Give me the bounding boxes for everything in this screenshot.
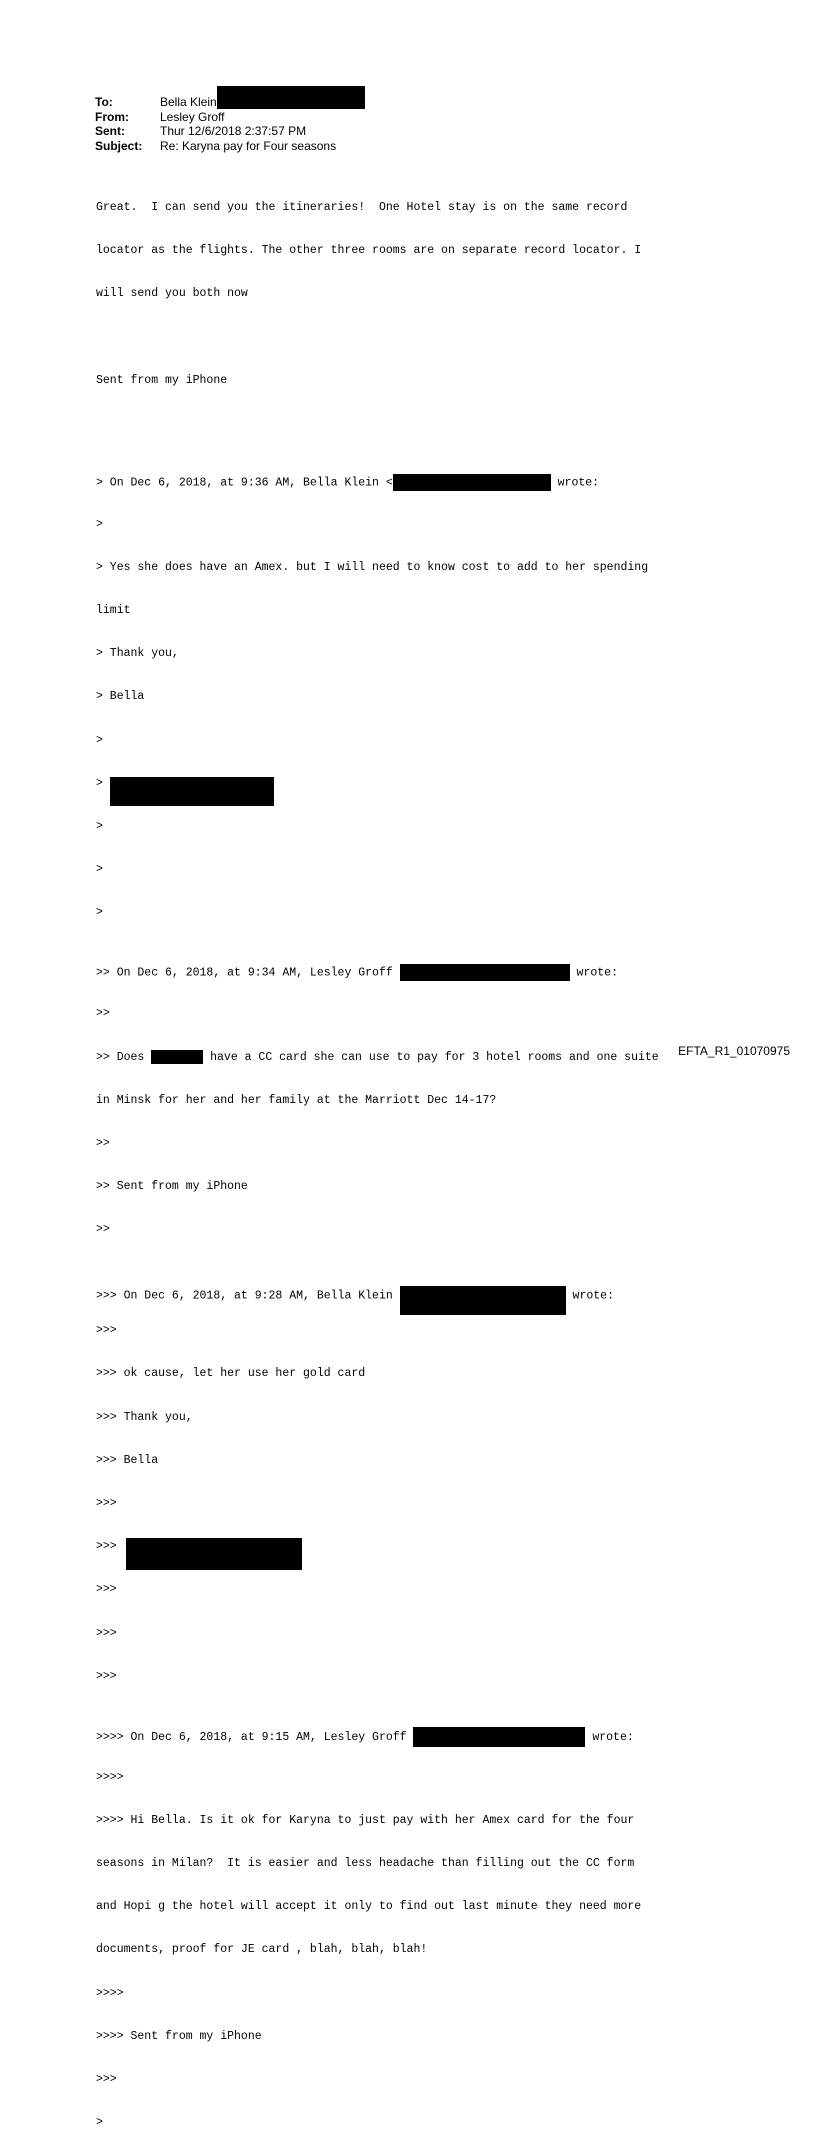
- redaction-block: [400, 964, 570, 981]
- quote-line: >: [96, 820, 103, 834]
- sent-row: [95, 124, 365, 139]
- quote-line: > Yes she does have an Amex. but I will need to know cost to add to her spending: [96, 560, 649, 574]
- signature-line: Sent from my iPhone: [96, 373, 228, 387]
- quote-line: >>: [96, 1223, 110, 1237]
- from-value: Lesley Groff: [160, 109, 225, 124]
- quote-line: >>>> Hi Bella. Is it ok for Karyna to just pay with her Amex card for the four: [96, 1813, 635, 1827]
- quote-line: >>>: [96, 1626, 117, 1640]
- quote-attribution: [96, 474, 736, 488]
- body-line: Great. I can send you the itineraries! One Hotel stay is on the same record: [96, 200, 628, 214]
- quote-line: >: [96, 517, 103, 531]
- body-line: locator as the flights. The other three rooms are on separate record locator. I: [96, 244, 642, 258]
- wrote-text: wrote:: [565, 1289, 614, 1303]
- redaction-block: [393, 474, 551, 491]
- quote-line: >>>: [96, 1583, 117, 1597]
- sent-label: Sent:: [95, 124, 125, 139]
- from-row: [95, 110, 365, 125]
- quote-line: > Thank you,: [96, 647, 179, 661]
- subject-label: Subject:: [95, 138, 143, 153]
- redaction-block: [217, 86, 365, 109]
- subject-value: Re: Karyna pay for Four seasons: [160, 138, 337, 153]
- quote-line: >>>>: [96, 1986, 124, 2000]
- quote-line: >>>: [96, 1669, 117, 1683]
- attribution-text: > On Dec 6, 2018, at 9:36 AM, Bella Klein <: [96, 476, 393, 490]
- redaction-block: [126, 1538, 302, 1570]
- quote-line: > Bella: [96, 690, 145, 704]
- quote-line: documents, proof for JE card , blah, blah, blah!: [96, 1943, 428, 1957]
- quote-line: >>: [96, 1136, 110, 1150]
- quote-line: in Minsk for her and her family at the Marriott Dec 14-17?: [96, 1093, 497, 1107]
- to-label: To:: [95, 95, 113, 109]
- quote-line: >>> Bella: [96, 1453, 159, 1467]
- quote-line: >: [96, 906, 103, 920]
- document-id: EFTA_R1_01070975: [678, 1044, 790, 1058]
- from-label: From:: [95, 109, 129, 124]
- quote-line: limit: [96, 604, 131, 618]
- quote-line: >>> ok cause, let her use her gold card: [96, 1367, 366, 1381]
- blank-line: [96, 417, 736, 431]
- quote-line: >>>> Sent from my iPhone: [96, 2029, 262, 2043]
- quote-line: seasons in Milan? It is easier and less headache than filling out the CC form: [96, 1856, 635, 1870]
- quote-line: >>: [96, 1007, 110, 1021]
- sent-value: Thur 12/6/2018 2:37:57 PM: [160, 124, 307, 139]
- quote-line: >>> Thank you,: [96, 1410, 193, 1424]
- attribution-text: >> On Dec 6, 2018, at 9:34 AM, Lesley Groff: [96, 966, 400, 980]
- redaction-block: [151, 1050, 203, 1064]
- quote-line: and Hopi g the hotel will accept it only to find out last minute they need more: [96, 1900, 642, 1914]
- quote-attribution: [96, 964, 736, 978]
- email-header: [95, 95, 365, 153]
- quote-line: >: [96, 2116, 103, 2130]
- quote-text: have a CC card she can use to pay for 3 hotel rooms and one suite: [203, 1051, 659, 1065]
- quote-text: >> Does: [96, 1051, 152, 1065]
- blank-line: [96, 330, 736, 344]
- quote-line: >>>: [96, 2072, 117, 2086]
- email-body: [96, 172, 736, 2145]
- quote-marker: >>>: [96, 1540, 117, 1554]
- attribution-text: >>> On Dec 6, 2018, at 9:28 AM, Bella Klein: [96, 1289, 400, 1303]
- to-row: [95, 95, 365, 110]
- wrote-text: wrote:: [585, 1731, 634, 1745]
- redaction-block: [400, 1286, 566, 1315]
- quote-line: >: [96, 733, 103, 747]
- wrote-text: wrote:: [550, 476, 600, 490]
- redaction-block: [110, 777, 274, 806]
- body-line: will send you both now: [96, 287, 248, 301]
- quote-attribution: [96, 1281, 736, 1303]
- quote-line: >>>: [96, 1496, 117, 1510]
- quote-marker: >: [96, 776, 103, 790]
- attribution-text: >>>> On Dec 6, 2018, at 9:15 AM, Lesley Groff: [96, 1731, 414, 1745]
- redaction-block: [413, 1727, 585, 1747]
- quote-line: [96, 1540, 736, 1554]
- quote-attribution: [96, 1727, 736, 1745]
- to-value: [160, 95, 365, 110]
- subject-row: [95, 139, 365, 154]
- quote-line: [96, 1050, 736, 1064]
- quote-line: >: [96, 863, 103, 877]
- wrote-text: wrote:: [569, 966, 618, 980]
- quote-line: >>>: [96, 1324, 117, 1338]
- quote-line: >> Sent from my iPhone: [96, 1180, 248, 1194]
- quote-line: >>>>: [96, 1770, 124, 1784]
- to-name: Bella Klein: [160, 95, 217, 109]
- quote-line: [96, 777, 736, 791]
